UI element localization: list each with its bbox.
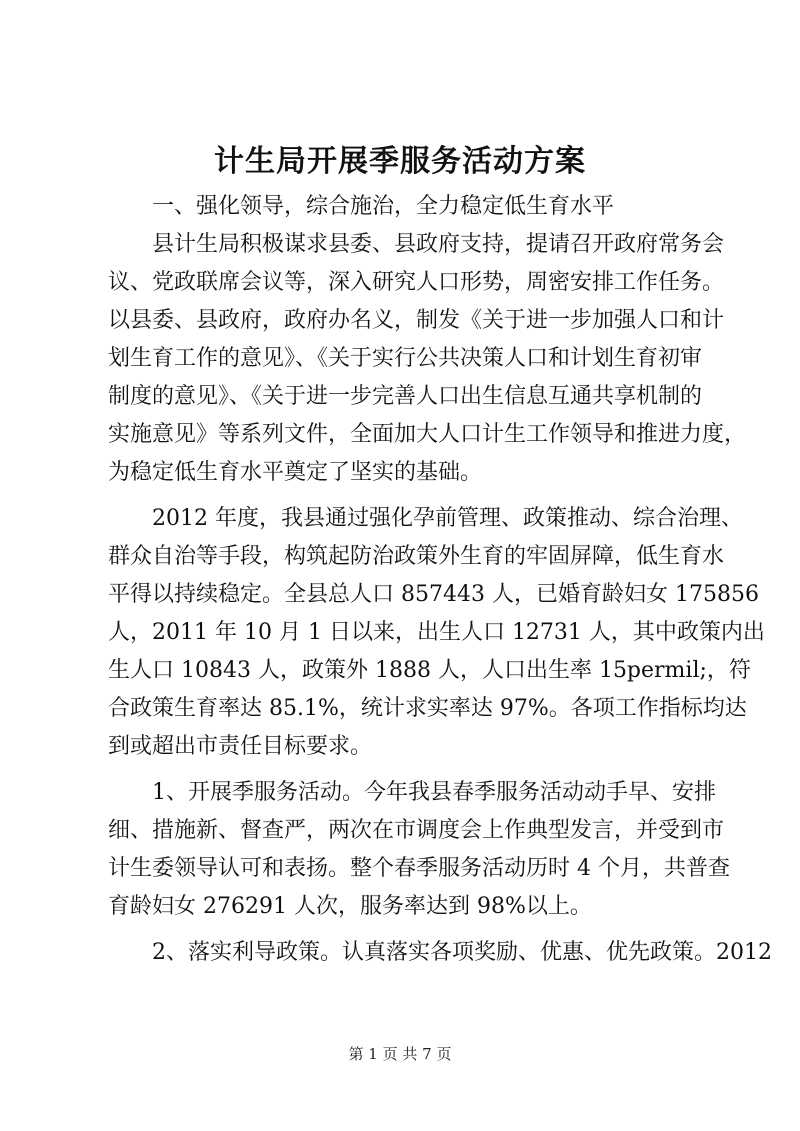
- paragraph-line: 2、落实利导政策。认真落实各项奖励、优惠、优先政策。2012: [152, 940, 772, 965]
- paragraph-line: 以县委、县政府，政府办名义，制发《关于进一步加强人口和计: [108, 308, 725, 333]
- paragraph-3: [108, 774, 730, 926]
- paragraph-line: 为稳定低生育水平奠定了坚实的基础。: [108, 460, 483, 485]
- paragraph-line: 合政策生育率达 85.1%，统计求实率达 97%。各项工作指标均达: [108, 696, 747, 721]
- paragraph-line: 群众自治等手段，构筑起防治政策外生育的牢固屏障，低生育水: [108, 544, 725, 569]
- document-body: [108, 188, 772, 972]
- paragraph-line: 议、党政联席会议等，深入研究人口形势，周密安排工作任务。: [108, 270, 725, 295]
- paragraph-line: 实施意见》等系列文件，全面加大人口计生工作领导和推进力度，: [108, 422, 747, 447]
- paragraph-1: [108, 226, 747, 492]
- paragraph-line: 划生育工作的意见》、《关于实行公共决策人口和计划生育初审: [108, 346, 703, 371]
- section-heading: 一、强化领导，综合施治，全力稳定低生育水平: [152, 194, 615, 219]
- document-title: 计生局开展季服务活动方案: [214, 144, 586, 179]
- paragraph-line: 生人口 10843 人，政策外 1888 人，人口出生率 15permil;，符: [108, 658, 751, 683]
- paragraph-line: 计生委领导认可和表扬。整个春季服务活动历时 4 个月，共普查: [108, 856, 730, 881]
- paragraph-line: 2012 年度，我县通过强化孕前管理、政策推动、综合治理、: [152, 506, 743, 531]
- paragraph-line: 育龄妇女 276291 人次，服务率达到 98%以上。: [108, 894, 592, 919]
- paragraph-2: [108, 500, 765, 766]
- paragraph-line: 到或超出市责任目标要求。: [108, 734, 373, 759]
- paragraph-line: 细、措施新、督查严，两次在市调度会上作典型发言，并受到市: [108, 818, 725, 843]
- page-footer: 第 1 页 共 7 页: [348, 1045, 452, 1063]
- paragraph-line: 平得以持续稳定。全县总人口 857443 人，已婚育龄妇女 175856: [108, 582, 759, 607]
- paragraph-4: [108, 934, 772, 972]
- paragraph-line: 县计生局积极谋求县委、县政府支持，提请召开政府常务会: [152, 232, 725, 257]
- paragraph-line: 人，2011 年 10 月 1 日以来，出生人口 12731 人，其中政策内出: [108, 620, 765, 645]
- paragraph-line: 制度的意见》、《关于进一步完善人口出生信息互通共享机制的: [108, 384, 703, 409]
- paragraph-line: 1、开展季服务活动。今年我县春季服务活动动手早、安排: [152, 780, 716, 805]
